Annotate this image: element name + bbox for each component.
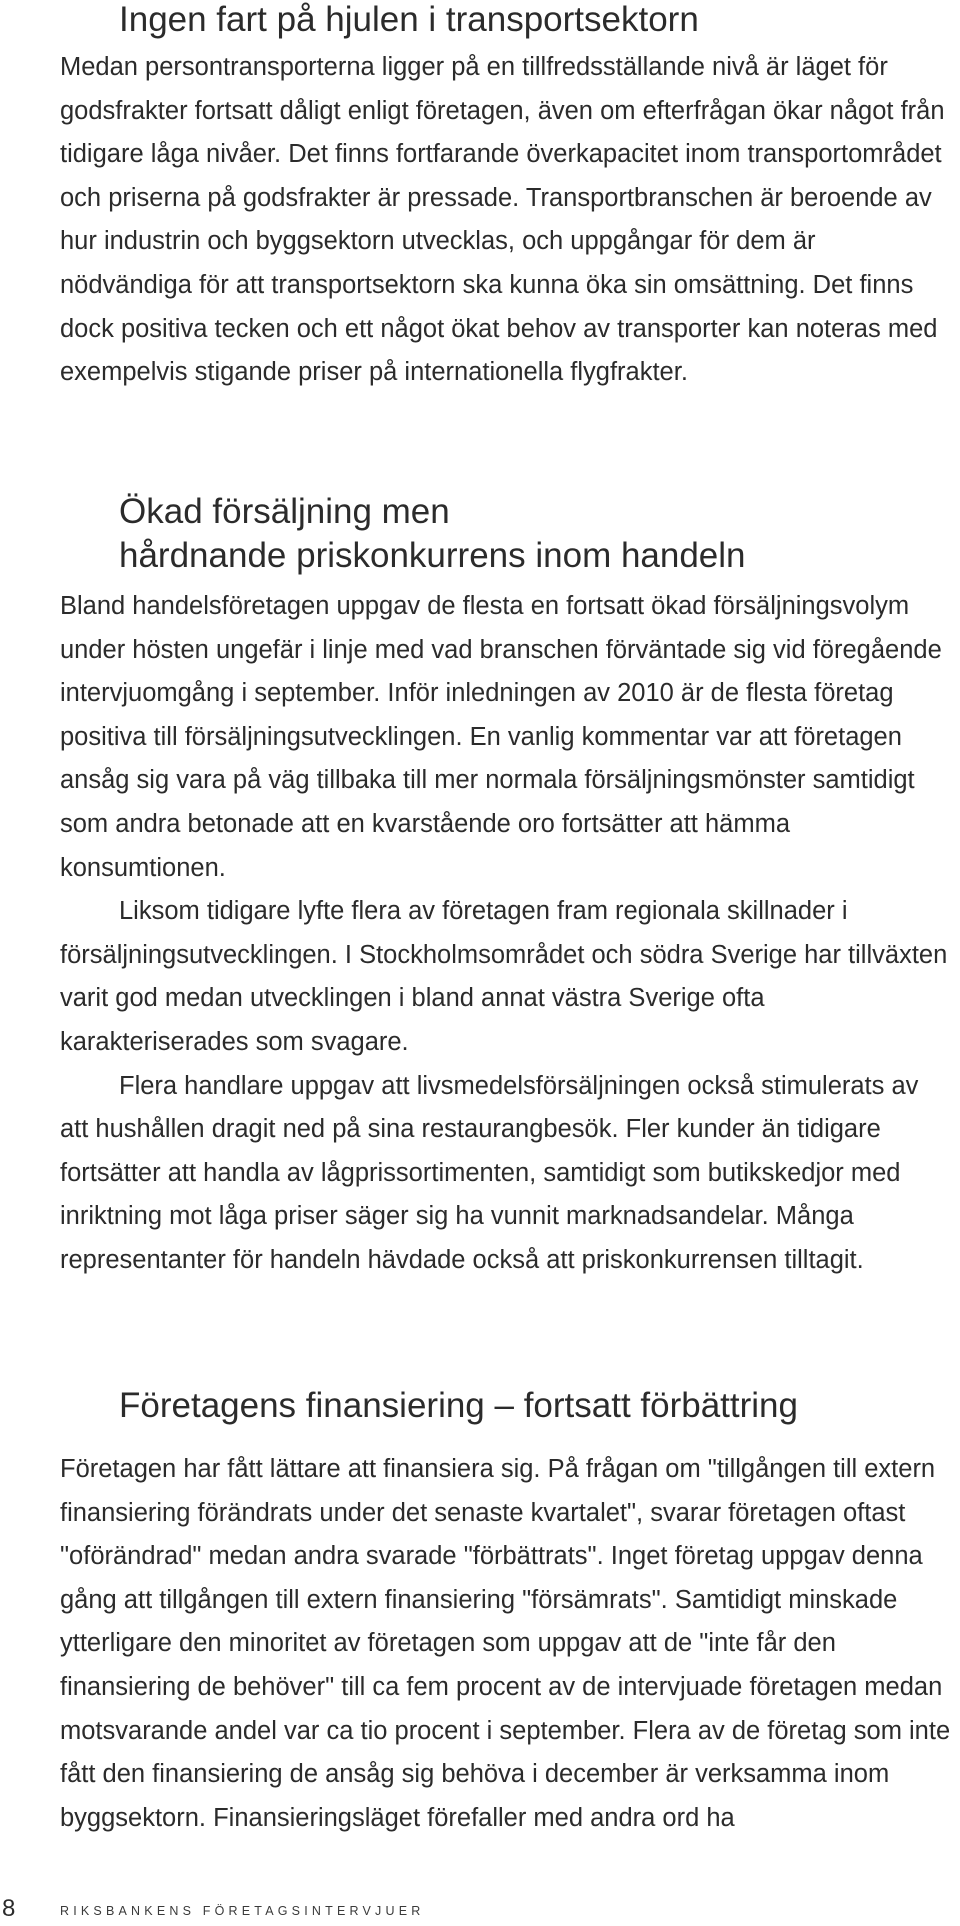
section-heading-handel xyxy=(60,490,960,578)
running-title: RIKSBANKENS FÖRETAGSINTERVJUER xyxy=(60,1904,425,1918)
paragraph: Bland handelsföretagen uppgav de flesta en fortsatt ökad försäljningsvolym under hösten ungefär i linje med vad branschen förväntade sig vid föregående intervjuomgång i september. Inför inledningen av 2010 är de flesta företag positiva till försäljningsutvecklingen. En vanlig kommentar var att företagen ansåg sig vara på väg tillbaka till mer normala försäljningsmönster samtidigt som andra betonade att en kvarstående oro fortsätter att hämma konsumtionen. xyxy=(60,592,942,882)
page-number: 8 xyxy=(2,1895,16,1922)
paragraph: Liksom tidigare lyfte flera av företagen fram regionala skillnader i försäljningsutvecklingen. I Stockholmsområdet och södra Sverige har tillväxten varit god medan utvecklingen i bland annat västra Sverige ofta karakteriserades som svagare. xyxy=(60,897,948,1056)
heading-line: Ökad försäljning men xyxy=(119,492,450,531)
section-body-transport xyxy=(60,46,952,395)
paragraph: Företagen har fått lättare att finansiera sig. På frågan om "tillgången till extern finansiering förändrats under det senaste kvartalet", svarar företagen oftast "oförändrad" medan andra svarade "förbättrats". Inget företag uppgav denna gång att tillgången till extern finansiering "försämrats". Samtidigt minskade ytterligare den minoritet av företagen som uppgav att de "inte får den finansiering de behöver" till ca fem procent av de intervjuade företagen medan motsvarande andel var ca tio procent i september. Flera av de företag som inte fått den finansiering de ansåg sig behöva i december är verksamma inom byggsektorn. Finansieringsläget förefaller med andra ord ha xyxy=(60,1455,951,1832)
section-body-finansiering xyxy=(60,1448,952,1840)
page-footer xyxy=(0,1895,960,1923)
paragraph: Medan persontransporterna ligger på en tillfredsställande nivå är läget för godsfrakter fortsatt dåligt enligt företagen, även om efterfrågan ökar något från tidigare låga nivåer. Det finns fortfarande överkapacitet inom transportområdet och priserna på godsfrakter är pressade. Transportbranschen är beroende av hur industrin och byggsektorn utvecklas, och uppgångar för dem är nödvändiga för att transportsektorn ska kunna öka sin omsättning. Det finns dock positiva tecken och ett något ökat behov av transporter kan noteras med exempelvis stigande priser på internationella flygfrakter. xyxy=(60,53,945,387)
section-body-handel xyxy=(60,585,952,1283)
paragraph: Flera handlare uppgav att livsmedelsförsäljningen också stimulerats av att hushållen dragit ned på sina restaurangbesök. Fler kunder än tidigare fortsätter att handla av lågprissortimenten, samtidigt som butikskedjor med inriktning mot låga priser säger sig ha vunnit marknadsandelar. Många representanter för handeln hävdade också att priskonkurrensen tilltagit. xyxy=(60,1071,919,1274)
section-heading-finansiering: Företagens finansiering – fortsatt förbättring xyxy=(119,1386,798,1425)
heading-line: hårdnande priskonkurrens inom handeln xyxy=(119,536,746,575)
section-heading-transport: Ingen fart på hjulen i transportsektorn xyxy=(119,0,699,39)
